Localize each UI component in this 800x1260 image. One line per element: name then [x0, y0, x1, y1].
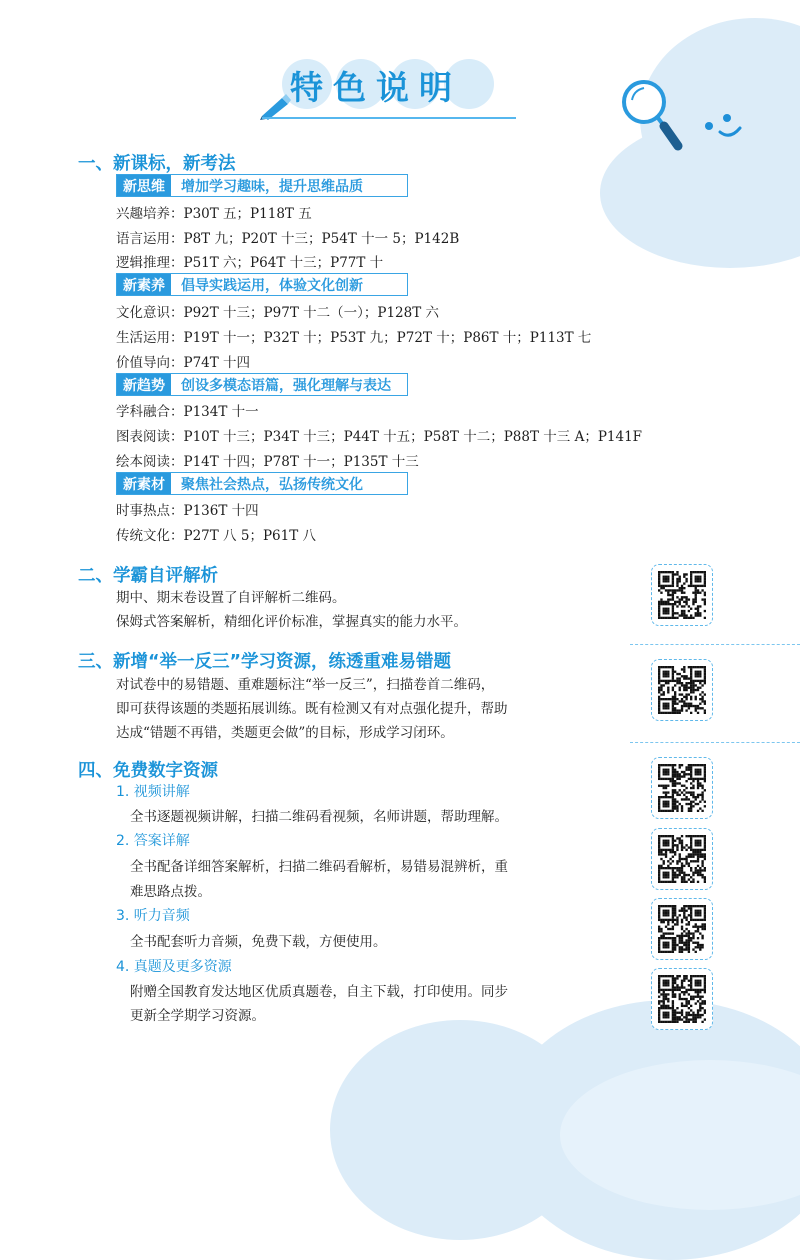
paragraph-line: 保姆式答案解析，精细化评价标准，掌握真实的能力水平。 — [116, 614, 467, 630]
paragraph-line: 期中、期末卷设置了自评解析二维码。 — [116, 590, 346, 606]
tag-new-thinking — [116, 174, 408, 197]
sub-heading-answers: 2. 答案详解 — [116, 833, 190, 849]
title-underline — [262, 117, 516, 119]
tag-text: 创设多模态语篇，强化理解与表达 — [181, 377, 391, 394]
list-item: 语言运用：P8T 九；P20T 十三；P54T 十一 5；P142B — [116, 231, 460, 247]
list-item: 文化意识：P92T 十三；P97T 十二（一）；P128T 六 — [116, 305, 440, 321]
tag-label: 新趋势 — [117, 374, 171, 395]
qr-code-icon — [658, 975, 706, 1023]
qr-code-video[interactable] — [651, 757, 713, 819]
qr-code-icon — [658, 571, 706, 619]
list-item: 价值导向：P74T 十四 — [116, 355, 251, 371]
qr-code-self-evaluation[interactable] — [651, 564, 713, 626]
paragraph-line: 难思路点拨。 — [130, 884, 211, 900]
page-title-block — [282, 58, 512, 114]
list-item: 学科融合：P134T 十一 — [116, 404, 259, 420]
tag-label: 新思维 — [117, 175, 171, 196]
qr-code-audio[interactable] — [651, 898, 713, 960]
qr-code-icon — [658, 835, 706, 883]
qr-code-icon — [658, 905, 706, 953]
page-title: 特色说明 — [290, 68, 462, 107]
paragraph-line: 更新全学期学习资源。 — [130, 1008, 265, 1024]
paragraph-line: 达成“错题不再错，类题更会做”的目标，形成学习闭环。 — [116, 725, 454, 741]
sub-heading-audio: 3. 听力音频 — [116, 908, 190, 924]
tag-label: 新素材 — [117, 473, 171, 494]
magnifier-icon — [618, 76, 688, 156]
smiley-face-icon — [700, 110, 750, 140]
tag-text: 聚焦社会热点，弘扬传统文化 — [181, 476, 363, 493]
paragraph-line: 附赠全国教育发达地区优质真题卷，自主下载，打印使用。同步 — [130, 984, 508, 1000]
tag-label: 新素养 — [117, 274, 171, 295]
paragraph-line: 即可获得该题的类题拓展训练。既有检测又有对点强化提升，帮助 — [116, 701, 508, 717]
pencil-icon — [258, 92, 292, 120]
list-item: 生活运用：P19T 十一；P32T 十；P53T 九；P72T 十；P86T 十；P113T 七 — [116, 330, 592, 346]
tag-text: 增加学习趣味，提升思维品质 — [181, 178, 363, 195]
list-item: 图表阅读：P10T 十三；P34T 十三；P44T 十五；P58T 十二；P88T 十三 A；P141F — [116, 429, 643, 445]
qr-code-more-resources[interactable] — [651, 968, 713, 1030]
tag-text: 倡导实践运用，体验文化创新 — [181, 277, 363, 294]
divider — [630, 742, 800, 743]
paragraph-line: 全书配备详细答案解析，扫描二维码看解析，易错易混辨析，重 — [130, 859, 508, 875]
qr-code-practice[interactable] — [651, 659, 713, 721]
section-4-heading: 四、免费数字资源 — [78, 761, 218, 781]
qr-code-icon — [658, 666, 706, 714]
sub-heading-video: 1. 视频讲解 — [116, 784, 190, 800]
tag-new-literacy — [116, 273, 408, 296]
divider — [630, 644, 800, 645]
section-2-heading: 二、学霸自评解析 — [78, 566, 218, 586]
paragraph-line: 全书逐题视频讲解，扫描二维码看视频，名师讲题，帮助理解。 — [130, 809, 508, 825]
paragraph-line: 对试卷中的易错题、重难题标注“举一反三”，扫描卷首二维码， — [116, 677, 495, 693]
list-item: 兴趣培养：P30T 五；P118T 五 — [116, 206, 312, 222]
section-1-heading: 一、新课标，新考法 — [78, 154, 236, 174]
list-item: 时事热点：P136T 十四 — [116, 503, 259, 519]
list-item: 逻辑推理：P51T 六；P64T 十三；P77T 十 — [116, 255, 384, 271]
qr-code-icon — [658, 764, 706, 812]
sub-heading-more-resources: 4. 真题及更多资源 — [116, 959, 232, 975]
paragraph-line: 全书配套听力音频，免费下载，方便使用。 — [130, 934, 387, 950]
list-item: 绘本阅读：P14T 十四；P78T 十一；P135T 十三 — [116, 454, 419, 470]
qr-code-answers[interactable] — [651, 828, 713, 890]
tag-new-material — [116, 472, 408, 495]
tag-new-trend — [116, 373, 408, 396]
section-3-heading: 三、新增“举一反三”学习资源，练透重难易错题 — [78, 652, 452, 672]
list-item: 传统文化：P27T 八 5；P61T 八 — [116, 528, 316, 544]
